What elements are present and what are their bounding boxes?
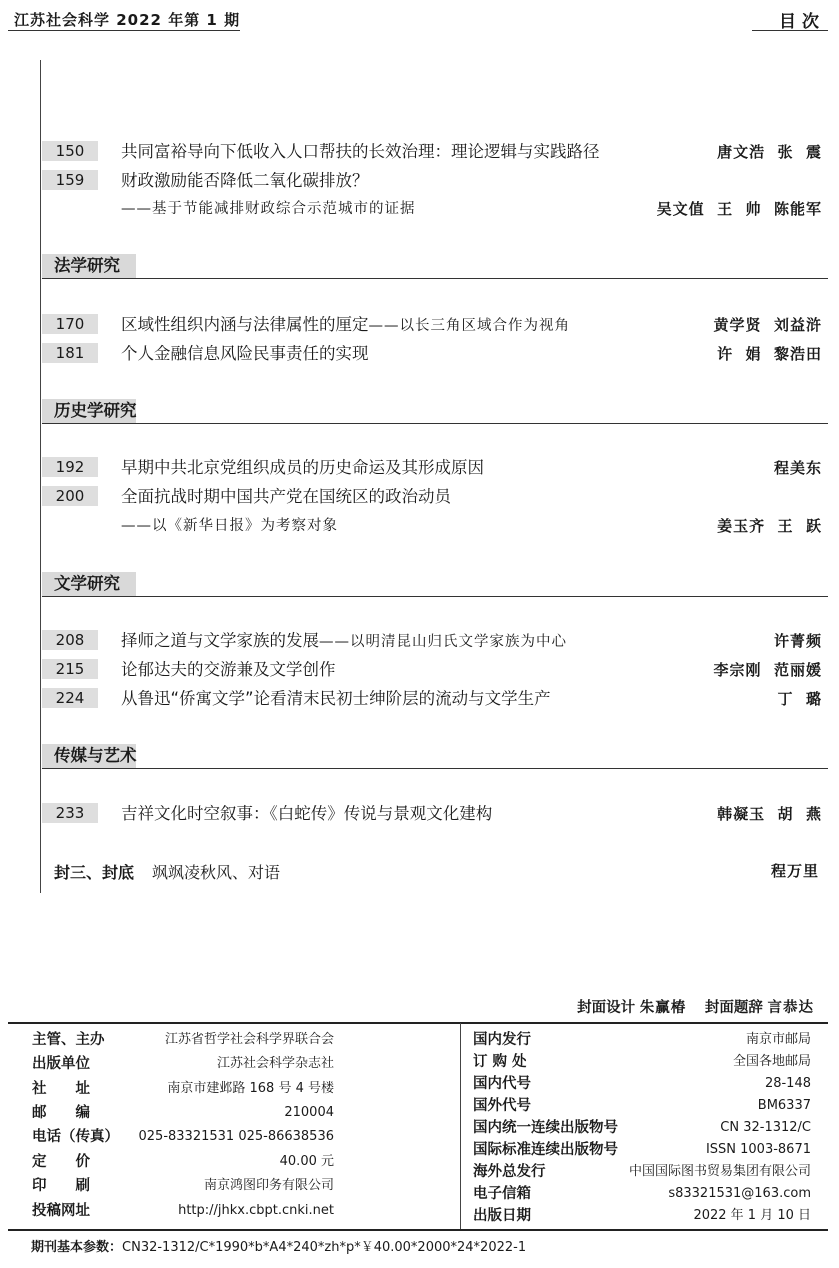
- imprint-divider: [460, 1023, 461, 1229]
- article-authors: 程美东: [773, 459, 822, 477]
- imprint-value: 南京市建邺路 168 号 4 号楼: [167, 1081, 334, 1096]
- cover-label: 封三、封底: [54, 863, 135, 882]
- article-authors: 吴文值 王 帅 陈能军: [656, 200, 822, 218]
- left-margin-rule: [40, 60, 41, 893]
- page-number: 200: [42, 486, 98, 506]
- imprint-value: CN 32-1312/C: [720, 1120, 811, 1135]
- imprint-bottom-rule: [8, 1229, 828, 1231]
- cover-designer: 朱赢椿: [639, 999, 687, 1016]
- imprint-key: 社 址: [32, 1081, 90, 1097]
- page-number: 208: [42, 630, 98, 650]
- section-header-media-art: [42, 744, 828, 768]
- article-title: 共同富裕导向下低收入人口帮扶的长效治理：理论逻辑与实践路径: [121, 142, 600, 161]
- imprint-key: 国际标准连续出版物号: [473, 1142, 618, 1158]
- cover-title: 飒飒凌秋风、对语: [152, 863, 281, 882]
- imprint-value: 025-83321531 025-86638536: [138, 1129, 334, 1144]
- imprint-row: [473, 1073, 811, 1095]
- article-authors: 许 娟 黎浩田: [717, 345, 822, 363]
- imprint-row: [473, 1095, 811, 1117]
- imprint-row: [473, 1117, 811, 1139]
- imprint-row: [473, 1161, 811, 1183]
- page-number: 224: [42, 688, 98, 708]
- imprint-row: [32, 1175, 334, 1197]
- article-title: 早期中共北京党组织成员的历史命运及其形成原因: [121, 458, 484, 477]
- header-underline: [8, 30, 240, 31]
- imprint-value: 210004: [284, 1105, 334, 1120]
- section-rule: [42, 596, 828, 597]
- imprint-row: [32, 1078, 334, 1100]
- article-title: 吉祥文化时空叙事：《白蛇传》传说与景观文化建构: [121, 804, 493, 823]
- section-title: 法学研究: [42, 254, 136, 278]
- imprint-row: [32, 1029, 334, 1051]
- imprint-key: 国内发行: [473, 1032, 531, 1048]
- article-subtitle: ——以《新华日报》为考察对象: [121, 518, 338, 534]
- article-title: 全面抗战时期中国共产党在国统区的政治动员: [121, 487, 451, 506]
- toc-entry[interactable]: [42, 140, 828, 164]
- imprint-row: [473, 1029, 811, 1051]
- article-title: 择师之道与文学家族的发展——以明清昆山归氏文学家族为中心: [121, 631, 567, 650]
- imprint-key: 出版日期: [473, 1208, 531, 1224]
- imprint-row: [32, 1126, 334, 1148]
- inscription-label: 封面题辞: [704, 1000, 763, 1016]
- toc-entry[interactable]: [42, 485, 828, 509]
- imprint-row: [32, 1053, 334, 1075]
- imprint-value: 28-148: [764, 1076, 811, 1091]
- article-title: 区域性组织内涵与法律属性的厘定——以长三角区域合作为视角: [121, 315, 570, 334]
- toc-entry[interactable]: [42, 658, 828, 682]
- journal-parameters: 期刊基本参数：CN32-1312/C*1990*b*A4*240*zh*p*￥40.00*2000*24*2022-1: [31, 1240, 527, 1255]
- imprint-value: ISSN 1003-8671: [705, 1142, 811, 1157]
- imprint-key: 出版单位: [32, 1056, 90, 1072]
- imprint-value: 江苏省哲学社会科学界联合会: [164, 1032, 334, 1047]
- article-authors: 许菁频: [773, 632, 822, 650]
- imprint-key: 电子信箱: [473, 1186, 531, 1202]
- article-authors: 姜玉齐 王 跃: [717, 517, 822, 535]
- imprint-key: 海外总发行: [473, 1164, 546, 1180]
- article-authors: 黄学贤 刘益浒: [713, 316, 822, 334]
- imprint-value: 2022 年 1 月 10 日: [693, 1208, 811, 1223]
- imprint-row: [473, 1183, 811, 1205]
- section-header-literature: [42, 572, 828, 596]
- article-authors: 韩凝玉 胡 燕: [717, 805, 822, 823]
- imprint-value: 40.00 元: [279, 1154, 334, 1169]
- cover-design-label: 封面设计: [577, 1000, 636, 1016]
- imprint-value: 江苏社会科学杂志社: [216, 1056, 334, 1071]
- imprint-row: [32, 1102, 334, 1124]
- toc-entry[interactable]: [42, 802, 828, 826]
- imprint-key: 印 刷: [32, 1178, 90, 1194]
- page-number: 159: [42, 170, 98, 190]
- section-title: 历史学研究: [42, 399, 136, 423]
- page-number: 150: [42, 141, 98, 161]
- page-number: 181: [42, 343, 98, 363]
- page-number: 170: [42, 314, 98, 334]
- section-header-history: [42, 399, 828, 423]
- article-title: 财政激励能否降低二氧化碳排放？: [121, 171, 369, 190]
- imprint-row: [473, 1139, 811, 1161]
- imprint-key: 订 购 处: [473, 1054, 527, 1070]
- imprint-key: 邮 编: [32, 1105, 90, 1121]
- article-authors: 李宗刚 范丽媛: [713, 661, 822, 679]
- toc-entry[interactable]: [42, 629, 828, 653]
- toc-entry[interactable]: [42, 313, 828, 337]
- imprint-key: 国内统一连续出版物号: [473, 1120, 618, 1136]
- cover-author: 程万里: [770, 862, 819, 880]
- running-header-journal: 江苏社会科学 2022 年第 1 期: [14, 11, 241, 29]
- section-header-law: [42, 254, 828, 278]
- section-rule: [42, 278, 828, 279]
- article-authors: 唐文浩 张 震: [717, 143, 822, 161]
- imprint-value[interactable]: http://jhkx.cbpt.cnki.net: [178, 1203, 334, 1218]
- imprint-row: [473, 1205, 811, 1227]
- imprint-value[interactable]: s83321531@163.com: [668, 1186, 811, 1201]
- article-title: 从鲁迅“侨寓文学”论看清末民初士绅阶层的流动与文学生产: [121, 689, 551, 708]
- section-title: 文学研究: [42, 572, 136, 596]
- page-number: 215: [42, 659, 98, 679]
- article-authors: 丁 璐: [777, 690, 822, 708]
- imprint-value: BM6337: [757, 1098, 811, 1113]
- imprint-key: 主管、主办: [32, 1032, 105, 1048]
- imprint-value: 中国国际图书贸易集团有限公司: [628, 1164, 811, 1179]
- imprint-key: 定 价: [32, 1154, 90, 1170]
- section-rule: [42, 423, 828, 424]
- toc-entry[interactable]: [42, 342, 828, 366]
- toc-entry-continuation: [42, 514, 828, 538]
- toc-entry[interactable]: [42, 687, 828, 711]
- imprint-value: 全国各地邮局: [732, 1054, 811, 1069]
- imprint-value: 南京鸿图印务有限公司: [203, 1178, 334, 1193]
- toc-entry[interactable]: [42, 456, 828, 480]
- imprint-value: 南京市邮局: [745, 1032, 811, 1047]
- page-number: 192: [42, 457, 98, 477]
- section-title: 传媒与艺术: [42, 744, 136, 768]
- imprint-key: 投稿网址: [32, 1203, 90, 1219]
- imprint-top-rule: [8, 1022, 828, 1024]
- imprint-row: [473, 1051, 811, 1073]
- toc-entry[interactable]: [42, 169, 828, 193]
- article-subtitle: ——基于节能减排财政综合示范城市的证据: [121, 201, 416, 217]
- page-number: 233: [42, 803, 98, 823]
- imprint-row: [32, 1151, 334, 1173]
- design-credits: [577, 996, 814, 1017]
- toc-entry-continuation: [42, 197, 828, 221]
- section-rule: [42, 768, 828, 769]
- inscription-author: 言恭达: [767, 999, 814, 1016]
- header-underline: [752, 30, 828, 31]
- imprint-row: [32, 1200, 334, 1222]
- article-title: 个人金融信息风险民事责任的实现: [121, 344, 369, 363]
- imprint-key: 国内代号: [473, 1076, 531, 1092]
- imprint-key: 国外代号: [473, 1098, 531, 1114]
- article-title: 论郁达夫的交游兼及文学创作: [121, 660, 336, 679]
- running-header-section: 目次: [779, 12, 825, 32]
- imprint-key: 电话（传真）: [32, 1129, 119, 1145]
